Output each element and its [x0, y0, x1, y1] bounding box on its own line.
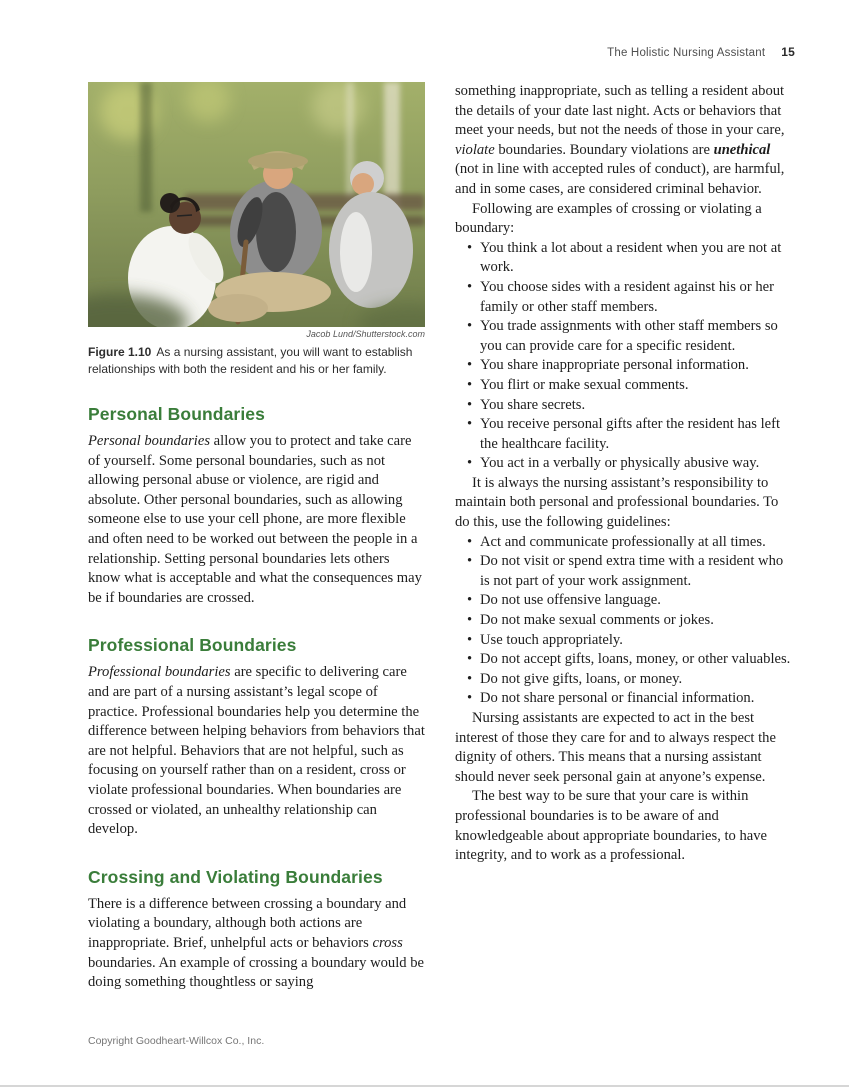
- paragraph-crossing-violating: There is a difference between crossing a boundary and violating a boundary, although both actions are inappropriate. Brief, unhelpful acts or behaviors cross boundaries. An example of crossing a boundary would be doing something thoughtless or saying: [88, 895, 424, 991]
- examples-list: [455, 239, 795, 474]
- list-item: • Do not use offensive language.: [467, 591, 795, 611]
- paragraph-personal-boundaries: Personal boundaries allow you to protect and take care of yourself. Some personal boundaries, such as not allowing personal abuse or violence, are rigid and absolute. Other personal boundaries, such as allowing someone else to use your cell phone, are more flexible and often need to be worked out between the people in a relationship. Setting personal boundaries lets others know what is acceptable and what the consequences may be if boundaries are crossed.: [88, 433, 422, 606]
- figure-photo: [88, 82, 425, 327]
- list-item: • You trade assignments with other staff members so you can provide care for a specific resident.: [467, 317, 795, 356]
- list-item: • You share inappropriate personal information.: [467, 356, 795, 376]
- list-item: • You share secrets.: [467, 396, 795, 416]
- running-title: The Holistic Nursing Assistant: [607, 47, 766, 59]
- page-number: 15: [781, 45, 795, 59]
- list-item: • Act and communicate professionally at all times.: [467, 533, 795, 553]
- paragraph-closing: The best way to be sure that your care is within professional boundaries is to be aware of and knowledgeable about appropriate boundaries, to have integrity, and to work as a professional.: [455, 788, 768, 864]
- list-item: • Do not make sexual comments or jokes.: [467, 611, 795, 631]
- figure-caption-text: As a nursing assistant, you will want to establish relationships with both the resident and his or her family.: [88, 345, 413, 376]
- paragraph-continuation: something inappropriate, such as telling a resident about the details of your date last night. Acts or behaviors that meet your needs, but not the needs of those in your care, violate boundaries. Boundary violations are unethical (not in line with accepted rules of conduct), are harmful, and in some cases, are considered criminal behavior.: [455, 83, 785, 197]
- figure-1-10: [88, 82, 425, 377]
- paragraph-examples-intro: Following are examples of crossing or violating a boundary:: [455, 200, 762, 237]
- list-item: • You receive personal gifts after the resident has left the healthcare facility.: [467, 415, 795, 454]
- figure-label: Figure 1.10: [88, 345, 152, 359]
- running-header: [607, 45, 795, 59]
- copyright-footer: Copyright Goodheart-Willcox Co., Inc.: [88, 1035, 265, 1047]
- list-item: • You choose sides with a resident against his or her family or other staff members.: [467, 278, 795, 317]
- figure-caption: [88, 344, 425, 377]
- list-item: • You act in a verbally or physically abusive way.: [467, 454, 795, 474]
- heading-crossing-violating-boundaries: Crossing and Violating Boundaries: [88, 866, 383, 887]
- list-item: • Do not give gifts, loans, or money.: [467, 670, 795, 690]
- heading-personal-boundaries: Personal Boundaries: [88, 404, 265, 425]
- list-item: • Do not visit or spend extra time with a resident who is not part of your work assignment.: [467, 552, 795, 591]
- photo-illustration: [88, 82, 425, 327]
- list-item: • You flirt or make sexual comments.: [467, 376, 795, 396]
- list-item: • Use touch appropriately.: [467, 631, 795, 651]
- photo-credit: Jacob Lund/Shutterstock.com: [306, 329, 425, 339]
- right-column: [455, 82, 795, 993]
- paragraph-professional-boundaries: Professional boundaries are specific to delivering care and are part of a nursing assistant’s legal scope of practice. Professional boundaries help you determine the difference between helping behaviors from behaviors that are not helpful. Behaviors that are not helpful, such as focusing on yourself rather than on a resident, cross or violate professional boundaries. When boundaries are crossed or violated, an unhealthy relationship can develop.: [88, 664, 425, 838]
- heading-professional-boundaries: Professional Boundaries: [88, 635, 297, 656]
- list-item: • Do not share personal or financial information.: [467, 689, 795, 709]
- two-column-layout: [88, 82, 795, 993]
- list-item: • You think a lot about a resident when you are not at work.: [467, 239, 795, 278]
- guidelines-list: [455, 533, 795, 709]
- paragraph-responsibility: It is always the nursing assistant’s responsibility to maintain both personal and professional boundaries. To do this, use the following guidelines:: [455, 474, 779, 531]
- paragraph-expectations: Nursing assistants are expected to act in the best interest of those they care for and to always respect the dignity of others. This means that a nursing assistant should never seek personal gain at anyone’s expense.: [455, 710, 776, 785]
- list-item: • Do not accept gifts, loans, money, or other valuables.: [467, 650, 795, 670]
- left-column: [88, 82, 425, 993]
